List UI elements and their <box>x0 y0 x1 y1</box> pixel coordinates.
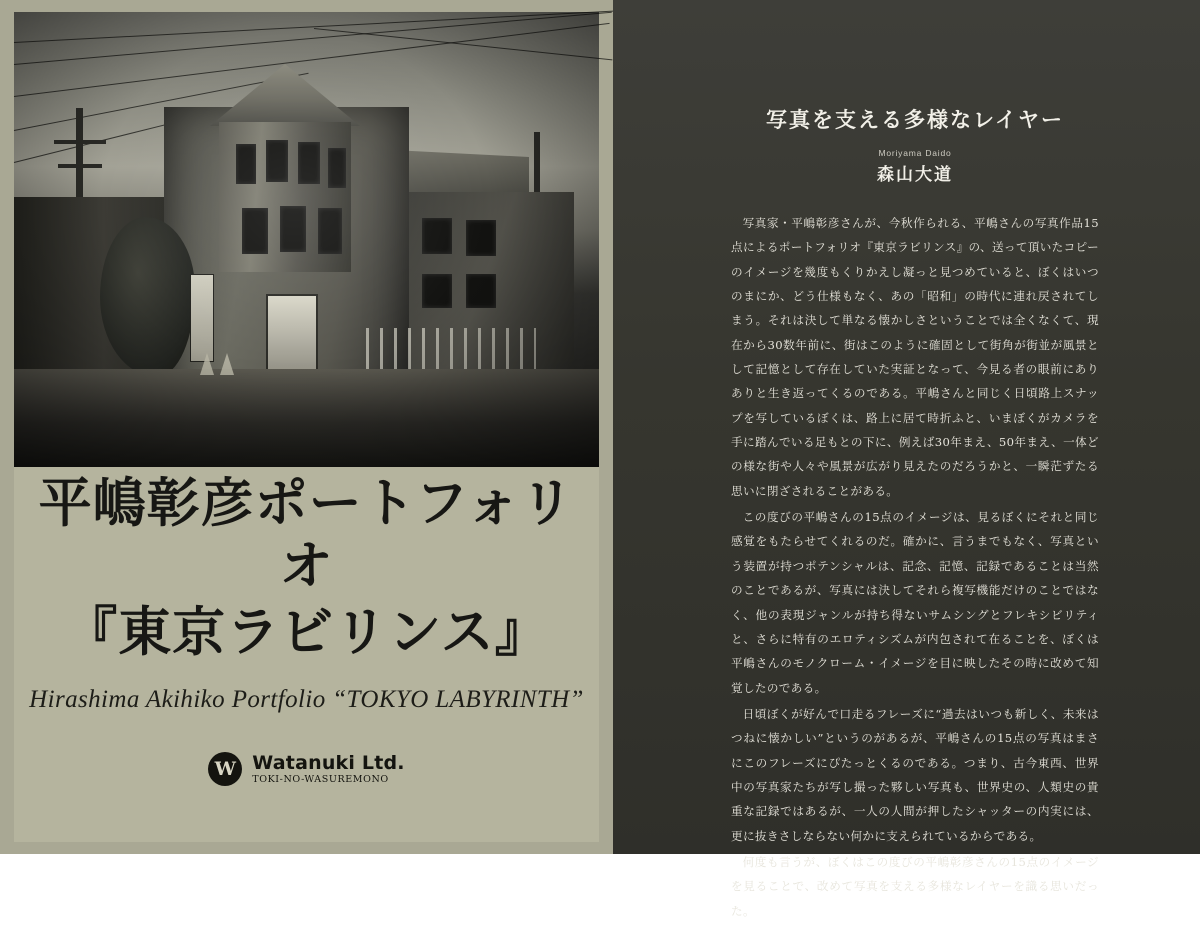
essay-paragraph: 何度も言うが、ぼくはこの度びの平嶋彰彦さんの15点のイメージを見ることで、改めて写真を支える多様なレイヤーを識る思いだった。 <box>731 854 1099 918</box>
essay-title: 写真を支える多様なレイヤー <box>766 107 1064 132</box>
cover-page <box>0 0 613 854</box>
essay-paragraph: この度びの平嶋さんの15点のイメージは、見るぼくにそれと同じ感覚をもたらせてくれるのだ。確かに、言うまでもなく、写真という装置が持つポテンシャルは、記念、記憶、記録であることは当然のことであるが、写真には決してそれら複写機能だけのことではなく、他の表現ジャンルが持ち得ないサムシングとフレキシビリティと、さらに特有のエロティシズムが内包されて在ることを、ぼくは平嶋さんのモノクローム・イメージを目に映したその時に改めて知覚したのである。 <box>731 510 1099 695</box>
publisher-text <box>252 753 404 786</box>
cover-subtitle: Hirashima Akihiko Portfolio “TOKYO LABYRINTH” <box>29 685 584 713</box>
essay-content <box>731 104 1099 925</box>
publisher-block <box>0 752 613 786</box>
essay-author-name: 森山大道 <box>877 165 953 185</box>
cover-title-line-1: 平嶋彰彦ポートフォリオ <box>38 472 575 597</box>
cover-title-block <box>14 472 599 714</box>
essay-paragraph: 日頃ぼくが好んで口走るフレーズに“過去はいつも新しく、未来はつねに懐かしい”というのがあるが、平嶋さんの15点の写真はまさにこのフレーズにぴたっとくるのである。つまり、古今東西、世界中の写真家たちが写し撮った夥しい写真も、世界史の、人類史の貴重な記録ではあるが、一人の人間が押したシャッターの内実には、更に抜きさしならない何かに支えられているからである。 <box>731 706 1099 843</box>
essay-paragraph: 写真家・平嶋彰彦さんが、今秋作られる、平嶋さんの写真作品15点によるポートフォリオ『東京ラビリンス』の、送って頂いたコピーのイメージを幾度もくりかえし凝っと見つめていると、ぼくはいつのまにか、どう仕様もなく、あの「昭和」の時代に連れ戻されてしまう。それは決して単なる懐かしさということでは全くなくて、現在から30数年前に、街はこのように確固として街角が街並が風景として記憶として存在していた実証となって、今見る者の眼前にありありと生き返ってくるのである。平嶋さんと同じく日頃路上スナップを写しているぼくは、路上に居て時折ふと、いまぼくがカメラを手に踏んでいる足もとの下に、例えば30年まえ、50年まえ、一体どの様な街や人々や風景が広がり見えたのだろうかと、一瞬茫ずたる思いに閉ざされることがある。 <box>731 216 1099 498</box>
watanuki-logo-icon: W <box>208 752 242 786</box>
photo-vignette <box>14 12 599 467</box>
cover-photograph <box>14 12 599 467</box>
publisher-tagline: TOKI-NO-WASUREMONO <box>252 774 389 786</box>
publisher-name: Watanuki Ltd. <box>252 751 405 774</box>
essay-page <box>613 0 1200 918</box>
essay-author-romanized: Moriyama Daido <box>878 148 952 158</box>
cover-title-line-2: 『東京ラビリンス』 <box>64 601 549 664</box>
essay-body <box>731 211 1099 923</box>
